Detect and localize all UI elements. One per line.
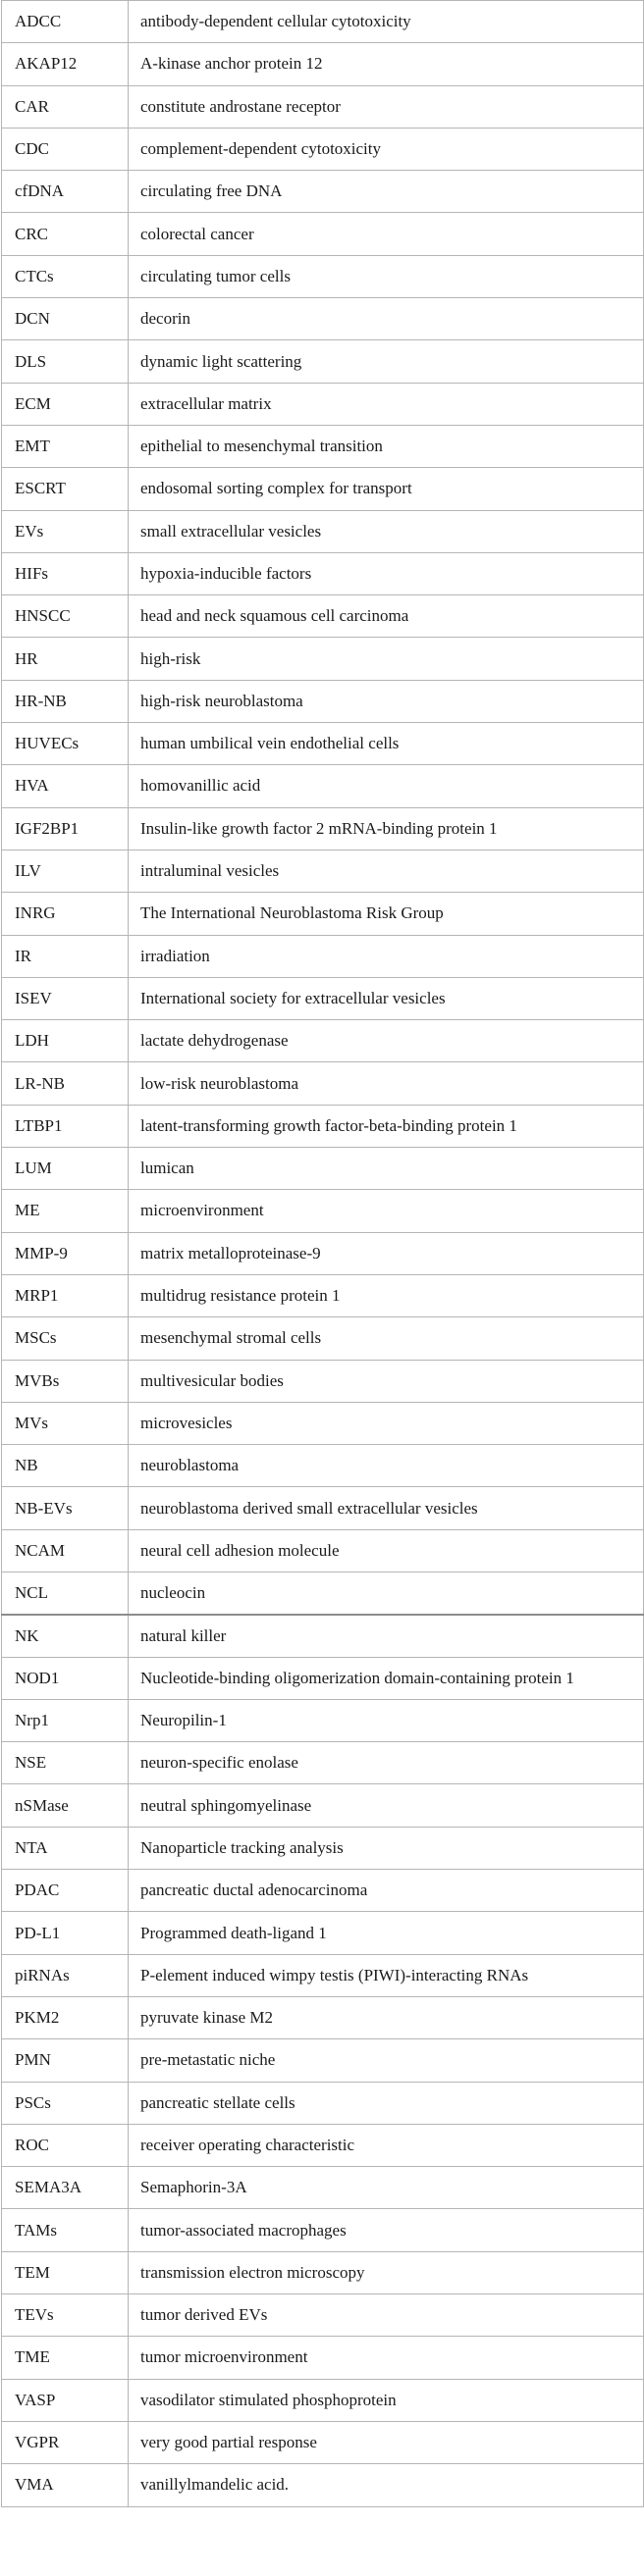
table-row (2, 723, 644, 765)
definition-cell: complement-dependent cytotoxicity (129, 128, 644, 170)
definition-cell: neuron-specific enolase (129, 1742, 644, 1784)
abbreviation-cell: NB (2, 1445, 129, 1487)
abbreviation-cell: ECM (2, 383, 129, 425)
abbreviations-table-body (2, 1, 644, 2507)
definition-cell: low-risk neuroblastoma (129, 1062, 644, 1105)
table-row (2, 1274, 644, 1316)
definition-cell: small extracellular vesicles (129, 510, 644, 552)
table-row (2, 340, 644, 383)
definition-cell: receiver operating characteristic (129, 2124, 644, 2166)
abbreviation-cell: MMP-9 (2, 1232, 129, 1274)
abbreviation-cell: ILV (2, 850, 129, 892)
abbreviation-cell: MRP1 (2, 1274, 129, 1316)
table-row (2, 977, 644, 1019)
definition-cell: circulating tumor cells (129, 255, 644, 297)
abbreviation-cell: cfDNA (2, 171, 129, 213)
definition-cell: epithelial to mesenchymal transition (129, 425, 644, 467)
definition-cell: mesenchymal stromal cells (129, 1317, 644, 1360)
definition-cell: natural killer (129, 1615, 644, 1657)
definition-cell: Insulin-like growth factor 2 mRNA-binding protein 1 (129, 807, 644, 850)
abbreviation-cell: piRNAs (2, 1954, 129, 1996)
abbreviation-cell: PKM2 (2, 1996, 129, 2038)
definition-cell: neural cell adhesion molecule (129, 1529, 644, 1571)
table-row (2, 2209, 644, 2251)
table-row (2, 2251, 644, 2293)
abbreviation-cell: CAR (2, 85, 129, 128)
table-row (2, 1954, 644, 1996)
table-row (2, 1062, 644, 1105)
definition-cell: microvesicles (129, 1402, 644, 1444)
abbreviation-cell: NCAM (2, 1529, 129, 1571)
abbreviation-cell: NOD1 (2, 1657, 129, 1699)
definition-cell: intraluminal vesicles (129, 850, 644, 892)
table-row (2, 1232, 644, 1274)
table-row (2, 1827, 644, 1869)
definition-cell: Neuropilin-1 (129, 1699, 644, 1741)
definition-cell: colorectal cancer (129, 213, 644, 255)
abbreviation-cell: HNSCC (2, 595, 129, 638)
abbreviation-cell: INRG (2, 893, 129, 935)
table-row (2, 1, 644, 43)
table-row (2, 765, 644, 807)
definition-cell: lumican (129, 1148, 644, 1190)
abbreviation-cell: ROC (2, 2124, 129, 2166)
table-row (2, 1190, 644, 1232)
definition-cell: antibody-dependent cellular cytotoxicity (129, 1, 644, 43)
table-row (2, 2294, 644, 2337)
abbreviation-cell: MVBs (2, 1360, 129, 1402)
table-row (2, 43, 644, 85)
abbreviation-cell: EVs (2, 510, 129, 552)
definition-cell: very good partial response (129, 2421, 644, 2463)
definition-cell: latent-transforming growth factor-beta-binding protein 1 (129, 1105, 644, 1147)
abbreviation-cell: CDC (2, 128, 129, 170)
abbreviation-cell: LDH (2, 1020, 129, 1062)
abbreviation-cell: MSCs (2, 1317, 129, 1360)
abbreviation-cell: HR-NB (2, 680, 129, 722)
table-row (2, 1699, 644, 1741)
definition-cell: neuroblastoma derived small extracellular vesicles (129, 1487, 644, 1529)
table-row (2, 425, 644, 467)
definition-cell: multidrug resistance protein 1 (129, 1274, 644, 1316)
abbreviation-cell: DLS (2, 340, 129, 383)
definition-cell: tumor microenvironment (129, 2337, 644, 2379)
definition-cell: A-kinase anchor protein 12 (129, 43, 644, 85)
table-row (2, 595, 644, 638)
abbreviation-cell: DCN (2, 298, 129, 340)
table-row (2, 638, 644, 680)
table-row (2, 1615, 644, 1657)
table-row (2, 1912, 644, 1954)
definition-cell: tumor-associated macrophages (129, 2209, 644, 2251)
definition-cell: decorin (129, 298, 644, 340)
table-row (2, 893, 644, 935)
definition-cell: The International Neuroblastoma Risk Group (129, 893, 644, 935)
definition-cell: extracellular matrix (129, 383, 644, 425)
definition-cell: irradiation (129, 935, 644, 977)
definition-cell: matrix metalloproteinase-9 (129, 1232, 644, 1274)
table-row (2, 510, 644, 552)
definition-cell: human umbilical vein endothelial cells (129, 723, 644, 765)
abbreviation-cell: NCL (2, 1571, 129, 1614)
table-row (2, 2421, 644, 2463)
abbreviation-cell: VMA (2, 2464, 129, 2506)
abbreviation-cell: PMN (2, 2039, 129, 2082)
definition-cell: Programmed death-ligand 1 (129, 1912, 644, 1954)
definition-cell: vasodilator stimulated phosphoprotein (129, 2379, 644, 2421)
abbreviations-table (1, 0, 644, 2507)
definition-cell: head and neck squamous cell carcinoma (129, 595, 644, 638)
table-row (2, 1445, 644, 1487)
abbreviation-cell: CTCs (2, 255, 129, 297)
abbreviation-cell: IGF2BP1 (2, 807, 129, 850)
definition-cell: pre-metastatic niche (129, 2039, 644, 2082)
table-row (2, 680, 644, 722)
definition-cell: pancreatic stellate cells (129, 2082, 644, 2124)
abbreviation-cell: HIFs (2, 552, 129, 594)
table-row (2, 2337, 644, 2379)
abbreviation-cell: HUVECs (2, 723, 129, 765)
table-row (2, 468, 644, 510)
table-row (2, 935, 644, 977)
abbreviation-cell: LUM (2, 1148, 129, 1190)
definition-cell: circulating free DNA (129, 171, 644, 213)
table-row (2, 1571, 644, 1614)
definition-cell: tumor derived EVs (129, 2294, 644, 2337)
abbreviation-cell: LR-NB (2, 1062, 129, 1105)
definition-cell: endosomal sorting complex for transport (129, 468, 644, 510)
definition-cell: high-risk neuroblastoma (129, 680, 644, 722)
abbreviation-cell: ME (2, 1190, 129, 1232)
abbreviation-cell: TME (2, 2337, 129, 2379)
abbreviation-cell: MVs (2, 1402, 129, 1444)
table-row (2, 1148, 644, 1190)
abbreviation-cell: VGPR (2, 2421, 129, 2463)
abbreviation-cell: EMT (2, 425, 129, 467)
table-row (2, 85, 644, 128)
table-row (2, 552, 644, 594)
table-row (2, 1657, 644, 1699)
definition-cell: Nanoparticle tracking analysis (129, 1827, 644, 1869)
abbreviation-cell: ESCRT (2, 468, 129, 510)
abbreviation-cell: HR (2, 638, 129, 680)
definition-cell: homovanillic acid (129, 765, 644, 807)
abbreviation-cell: NSE (2, 1742, 129, 1784)
table-row (2, 2464, 644, 2506)
definition-cell: nucleocin (129, 1571, 644, 1614)
abbreviation-cell: PSCs (2, 2082, 129, 2124)
abbreviation-cell: nSMase (2, 1784, 129, 1827)
abbreviation-cell: VASP (2, 2379, 129, 2421)
definition-cell: pyruvate kinase M2 (129, 1996, 644, 2038)
table-row (2, 128, 644, 170)
table-row (2, 213, 644, 255)
table-row (2, 1360, 644, 1402)
table-row (2, 2124, 644, 2166)
definition-cell: neuroblastoma (129, 1445, 644, 1487)
definition-cell: transmission electron microscopy (129, 2251, 644, 2293)
abbreviation-cell: HVA (2, 765, 129, 807)
abbreviation-cell: PD-L1 (2, 1912, 129, 1954)
abbreviation-cell: CRC (2, 213, 129, 255)
table-row (2, 1317, 644, 1360)
definition-cell: dynamic light scattering (129, 340, 644, 383)
abbreviation-cell: ISEV (2, 977, 129, 1019)
table-row (2, 255, 644, 297)
table-row (2, 1487, 644, 1529)
definition-cell: Semaphorin-3A (129, 2167, 644, 2209)
abbreviation-cell: ADCC (2, 1, 129, 43)
table-row (2, 2167, 644, 2209)
definition-cell: microenvironment (129, 1190, 644, 1232)
table-row (2, 171, 644, 213)
table-row (2, 1020, 644, 1062)
definition-cell: lactate dehydrogenase (129, 1020, 644, 1062)
definition-cell: pancreatic ductal adenocarcinoma (129, 1870, 644, 1912)
definition-cell: International society for extracellular vesicles (129, 977, 644, 1019)
definition-cell: constitute androstane receptor (129, 85, 644, 128)
abbreviation-cell: NTA (2, 1827, 129, 1869)
definition-cell: high-risk (129, 638, 644, 680)
definition-cell: vanillylmandelic acid. (129, 2464, 644, 2506)
table-row (2, 1870, 644, 1912)
table-row (2, 807, 644, 850)
table-row (2, 383, 644, 425)
definition-cell: hypoxia-inducible factors (129, 552, 644, 594)
table-row (2, 298, 644, 340)
abbreviation-cell: TEM (2, 2251, 129, 2293)
abbreviation-cell: Nrp1 (2, 1699, 129, 1741)
definition-cell: Nucleotide-binding oligomerization domain-containing protein 1 (129, 1657, 644, 1699)
table-row (2, 1105, 644, 1147)
table-row (2, 1402, 644, 1444)
table-row (2, 1996, 644, 2038)
abbreviation-cell: LTBP1 (2, 1105, 129, 1147)
definition-cell: neutral sphingomyelinase (129, 1784, 644, 1827)
definition-cell: multivesicular bodies (129, 1360, 644, 1402)
definition-cell: P-element induced wimpy testis (PIWI)-interacting RNAs (129, 1954, 644, 1996)
table-row (2, 1784, 644, 1827)
abbreviation-cell: IR (2, 935, 129, 977)
abbreviation-cell: SEMA3A (2, 2167, 129, 2209)
abbreviation-cell: PDAC (2, 1870, 129, 1912)
abbreviation-cell: NB-EVs (2, 1487, 129, 1529)
table-row (2, 1742, 644, 1784)
abbreviation-cell: AKAP12 (2, 43, 129, 85)
abbreviation-cell: TEVs (2, 2294, 129, 2337)
table-row (2, 2379, 644, 2421)
abbreviation-cell: TAMs (2, 2209, 129, 2251)
table-row (2, 850, 644, 892)
table-row (2, 1529, 644, 1571)
table-row (2, 2039, 644, 2082)
table-row (2, 2082, 644, 2124)
abbreviation-cell: NK (2, 1615, 129, 1657)
